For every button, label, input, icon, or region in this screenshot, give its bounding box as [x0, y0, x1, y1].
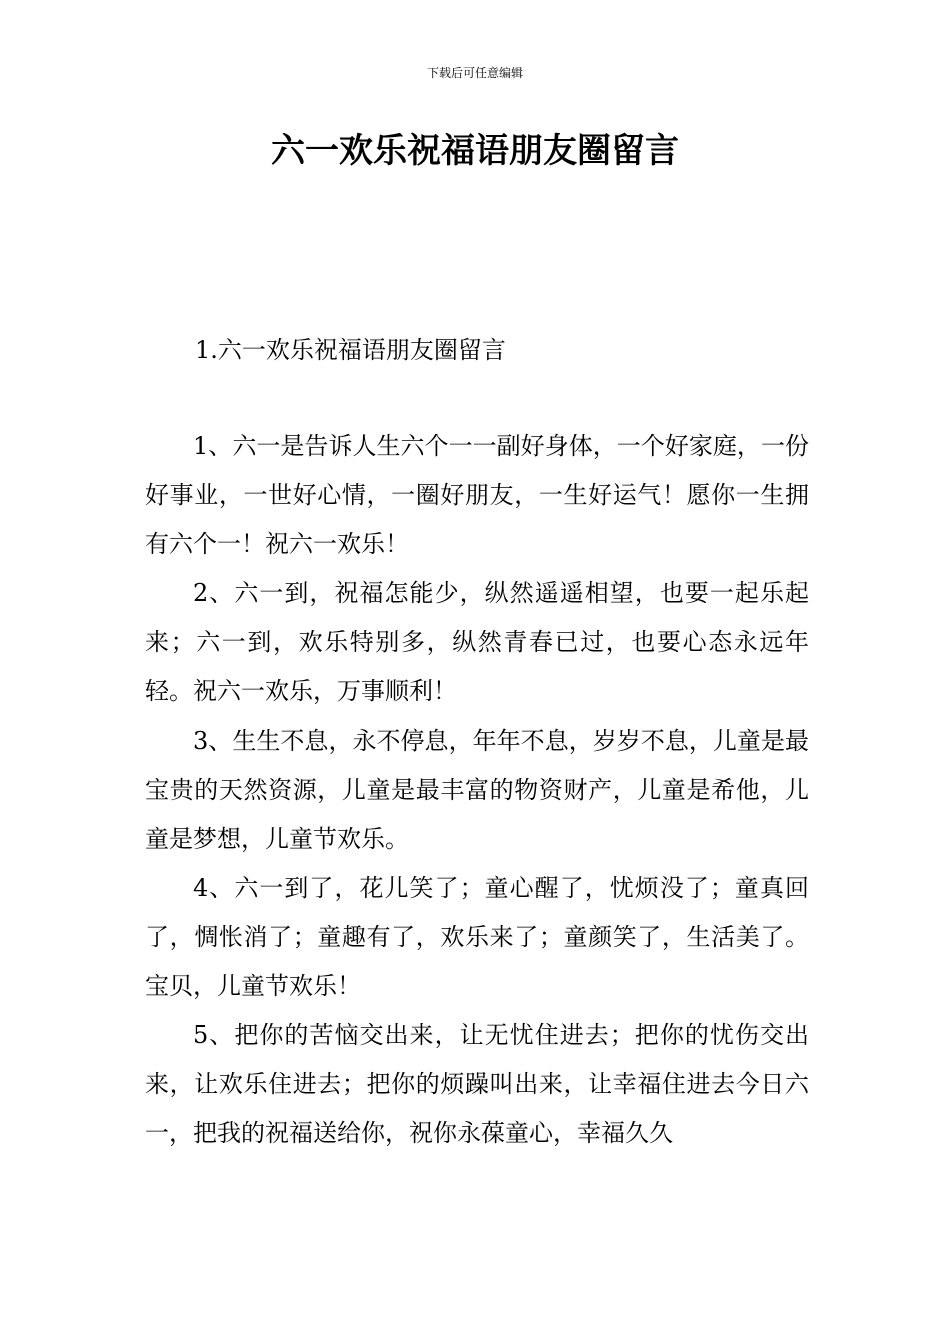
paragraph-2: 2、六一到，祝福怎能少，纵然遥遥相望，也要一起乐起来；六一到，欢乐特别多，纵然青春已过，也要心态永远年轻。祝六一欢乐，万事顺利！: [145, 579, 809, 706]
paragraph-4: 4、六一到了，花儿笑了；童心醒了，忧烦没了；童真回了，惆怅消了；童趣有了，欢乐来了；童颜笑了，生活美了。宝贝，儿童节欢乐！: [145, 873, 809, 1001]
body-text: [145, 422, 809, 1158]
paragraph-5: 5、把你的苦恼交出来，让无忧住进去；把你的忧伤交出来，让欢乐住进去；把你的烦躁叫出来，让幸福住进去今日六一，把我的祝福送给你，祝你永葆童心，幸福久久: [145, 1021, 809, 1148]
section-heading: 1.六一欢乐祝福语朋友圈留言: [195, 336, 506, 364]
paragraph-1: 1、六一是告诉人生六个一一副好身体，一个好家庭，一份好事业，一世好心情，一圈好朋友，一生好运气！愿你一生拥有六个一！祝六一欢乐！: [145, 432, 809, 559]
document-title: 六一欢乐祝福语朋友圈留言: [271, 131, 679, 171]
paragraph-3: 3、生生不息，永不停息，年年不息，岁岁不息，儿童是最宝贵的天然资源，儿童是最丰富的物资财产，儿童是希他，儿童是梦想，儿童节欢乐。: [145, 726, 809, 853]
header-note: 下载后可任意编辑: [426, 66, 523, 80]
